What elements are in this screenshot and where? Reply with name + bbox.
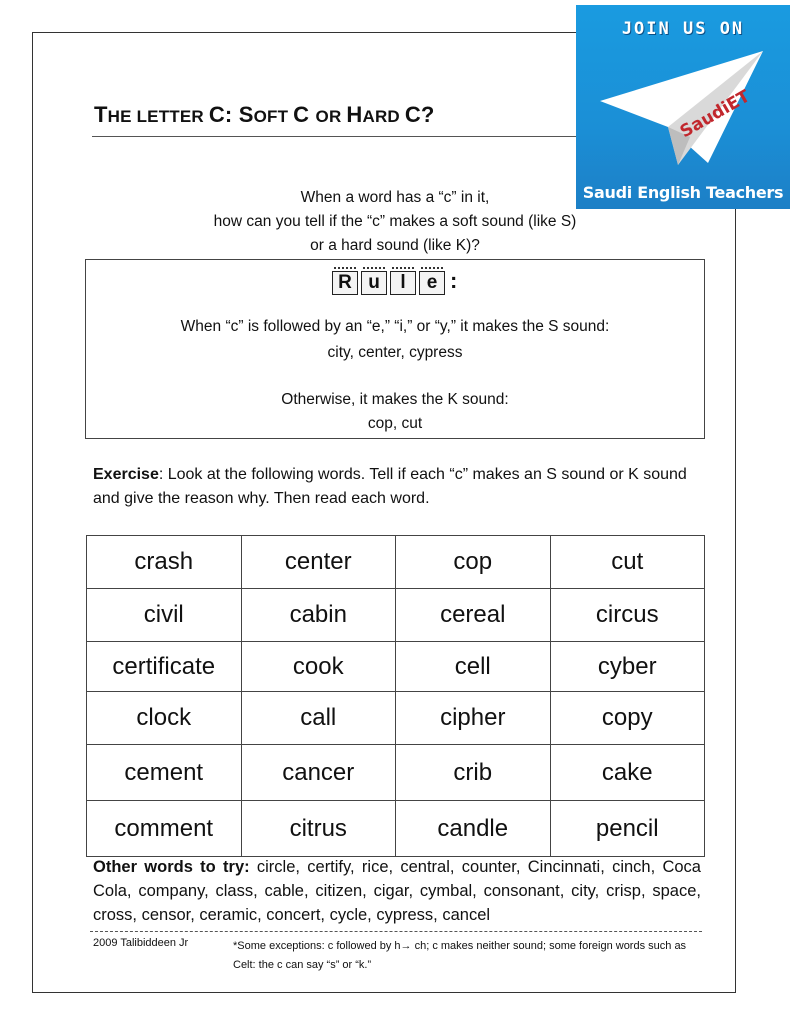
- rule-tile: e: [419, 271, 445, 295]
- rule-colon: :: [450, 268, 458, 293]
- word-cell: call: [241, 692, 396, 745]
- other-words: [93, 855, 701, 927]
- footer-exceptions: *Some exceptions: c followed by h→ ch; c makes neither sound; some foreign words such as Celt: the c can say “s” or “k.”: [233, 940, 687, 971]
- word-cell: pencil: [550, 801, 705, 857]
- intro-line-2: how can you tell if the “c” makes a soft sound (like S): [213, 213, 577, 230]
- word-cell: civil: [87, 589, 242, 642]
- footer-divider: [90, 931, 702, 932]
- hard-c-rule: Otherwise, it makes the K sound:: [281, 391, 509, 408]
- badge-join-text: JOIN US ON: [621, 19, 745, 39]
- table-row: [87, 745, 705, 801]
- page-title: THE LETTER C: SOFT C OR HARD C?: [94, 102, 435, 127]
- exercise-text: : Look at the following words. Tell if each “c” makes an S sound or K sound and give the reason why. Then read each word.: [93, 466, 687, 507]
- word-cell: cop: [396, 536, 551, 589]
- word-cell: cipher: [396, 692, 551, 745]
- table-row: [87, 642, 705, 692]
- word-cell: cook: [241, 642, 396, 692]
- rule-box: [85, 259, 705, 439]
- exercise-instructions: [93, 463, 708, 511]
- other-words-label: Other words to try:: [93, 858, 250, 876]
- word-cell: copy: [550, 692, 705, 745]
- word-cell: comment: [87, 801, 242, 857]
- table-row: [87, 801, 705, 857]
- word-cell: cancer: [241, 745, 396, 801]
- other-words-list: circle, certify, rice, central, counter, Cincinnati, cinch, Coca Cola, company, class, cable, citizen, cigar, cymbal, consonant, city, crisp, space, cross, censor, ceramic, concert, cycle, cypress, cancel: [93, 858, 701, 924]
- word-cell: circus: [550, 589, 705, 642]
- table-row: [87, 536, 705, 589]
- badge-logo-text: SaudiET: [676, 86, 754, 143]
- table-row: [87, 589, 705, 642]
- word-table: [86, 535, 705, 857]
- rule-tile: u: [361, 271, 387, 295]
- word-cell: crash: [87, 536, 242, 589]
- rule-heading-tiles: [332, 271, 445, 295]
- intro-line-1: When a word has a “c” in it,: [300, 189, 490, 206]
- footer-credit: 2009 Talibiddeen Jr: [93, 937, 189, 949]
- paper-plane-icon: [598, 45, 768, 175]
- exercise-label: Exercise: [93, 466, 159, 483]
- hard-c-examples: cop, cut: [367, 415, 423, 432]
- badge-caption: Saudi English Teachers: [582, 183, 784, 202]
- word-cell: cell: [396, 642, 551, 692]
- word-cell: certificate: [87, 642, 242, 692]
- word-cell: clock: [87, 692, 242, 745]
- word-cell: center: [241, 536, 396, 589]
- soft-c-rule: When “c” is followed by an “e,” “i,” or “y,” it makes the S sound:: [180, 318, 610, 335]
- word-cell: cyber: [550, 642, 705, 692]
- word-cell: cement: [87, 745, 242, 801]
- soft-c-examples: city, center, cypress: [327, 344, 463, 361]
- table-row: [87, 692, 705, 745]
- rule-tile: R: [332, 271, 358, 295]
- word-cell: candle: [396, 801, 551, 857]
- saudiet-badge[interactable]: [576, 5, 790, 209]
- word-cell: cake: [550, 745, 705, 801]
- rule-tile: l: [390, 271, 416, 295]
- intro-question: [100, 186, 690, 258]
- title-underline: [92, 136, 612, 137]
- word-cell: citrus: [241, 801, 396, 857]
- intro-line-3: or a hard sound (like K)?: [310, 237, 480, 254]
- word-cell: cabin: [241, 589, 396, 642]
- word-cell: cereal: [396, 589, 551, 642]
- word-cell: crib: [396, 745, 551, 801]
- word-cell: cut: [550, 536, 705, 589]
